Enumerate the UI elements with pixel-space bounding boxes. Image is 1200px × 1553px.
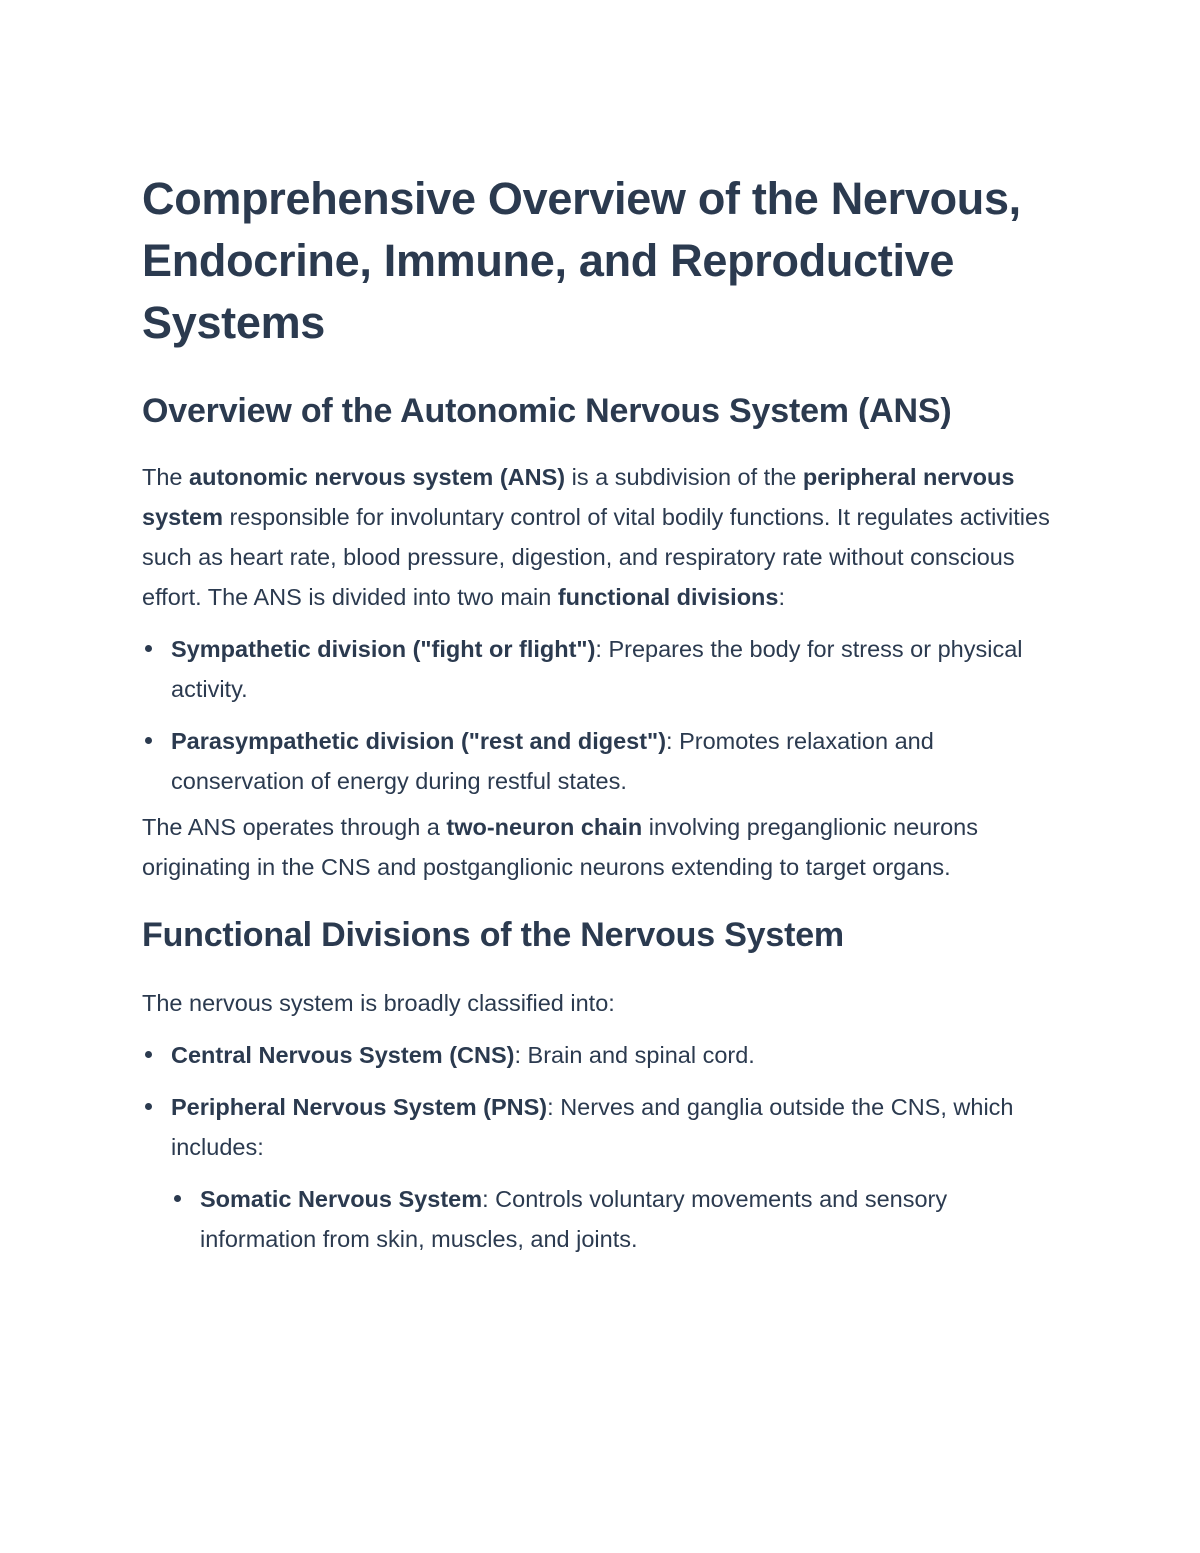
ans-chain-paragraph	[142, 807, 1067, 887]
list-item-text: : Controls voluntary movements and sensory information from skin, muscles, and joints.	[200, 1186, 948, 1252]
bold-term: functional divisions	[557, 584, 779, 610]
bold-term: Parasympathetic division ("rest and digest")	[171, 728, 667, 754]
functional-intro-paragraph: The nervous system is broadly classified into:	[142, 990, 615, 1016]
text-run: :	[778, 584, 786, 610]
text-run: responsible for involuntary control of vital bodily functions. It regulates activities such as heart rate, blood pressure, digestion, and respiratory rate without conscious effort. The ANS is divided into two main	[142, 504, 1050, 610]
section-heading-ans: Overview of the Autonomic Nervous System (ANS)	[142, 392, 952, 430]
bold-term: Somatic Nervous System	[200, 1186, 483, 1212]
bold-term: Peripheral Nervous System (PNS)	[171, 1094, 548, 1120]
functional-divisions-list	[142, 1035, 1067, 1259]
bold-term: Sympathetic division ("fight or flight")	[171, 636, 596, 662]
list-item-text: : Brain and spinal cord.	[514, 1042, 755, 1068]
document-title: Comprehensive Overview of the Nervous, Endocrine, Immune, and Reproductive Systems	[142, 173, 1021, 348]
list-item-text: : Promotes relaxation and conservation of energy during restful states.	[171, 728, 934, 794]
text-run: The ANS operates through a	[142, 814, 447, 840]
ans-intro-paragraph	[142, 457, 1067, 617]
bold-term: two-neuron chain	[446, 814, 643, 840]
list-item-text: : Prepares the body for stress or physical activity.	[171, 636, 1023, 702]
bold-term: autonomic nervous system (ANS)	[189, 464, 566, 490]
list-item	[171, 1179, 1067, 1259]
bold-term: peripheral nervous system	[142, 464, 1015, 530]
bold-term: Central Nervous System (CNS)	[171, 1042, 515, 1068]
list-item	[142, 1035, 1067, 1075]
pns-sublist	[171, 1179, 1067, 1259]
document-page	[142, 168, 1067, 1259]
text-run: is a subdivision of the	[565, 464, 803, 490]
text-run: The	[142, 464, 190, 490]
section-heading-functional: Functional Divisions of the Nervous System	[142, 916, 844, 954]
list-item	[142, 721, 1067, 801]
list-item-text: : Nerves and ganglia outside the CNS, which includes:	[171, 1094, 1014, 1160]
ans-divisions-list	[142, 629, 1067, 801]
list-item	[142, 1087, 1067, 1259]
list-item	[142, 629, 1067, 709]
text-run: involving preganglionic neurons originating in the CNS and postganglionic neurons extending to target organs.	[142, 814, 978, 880]
